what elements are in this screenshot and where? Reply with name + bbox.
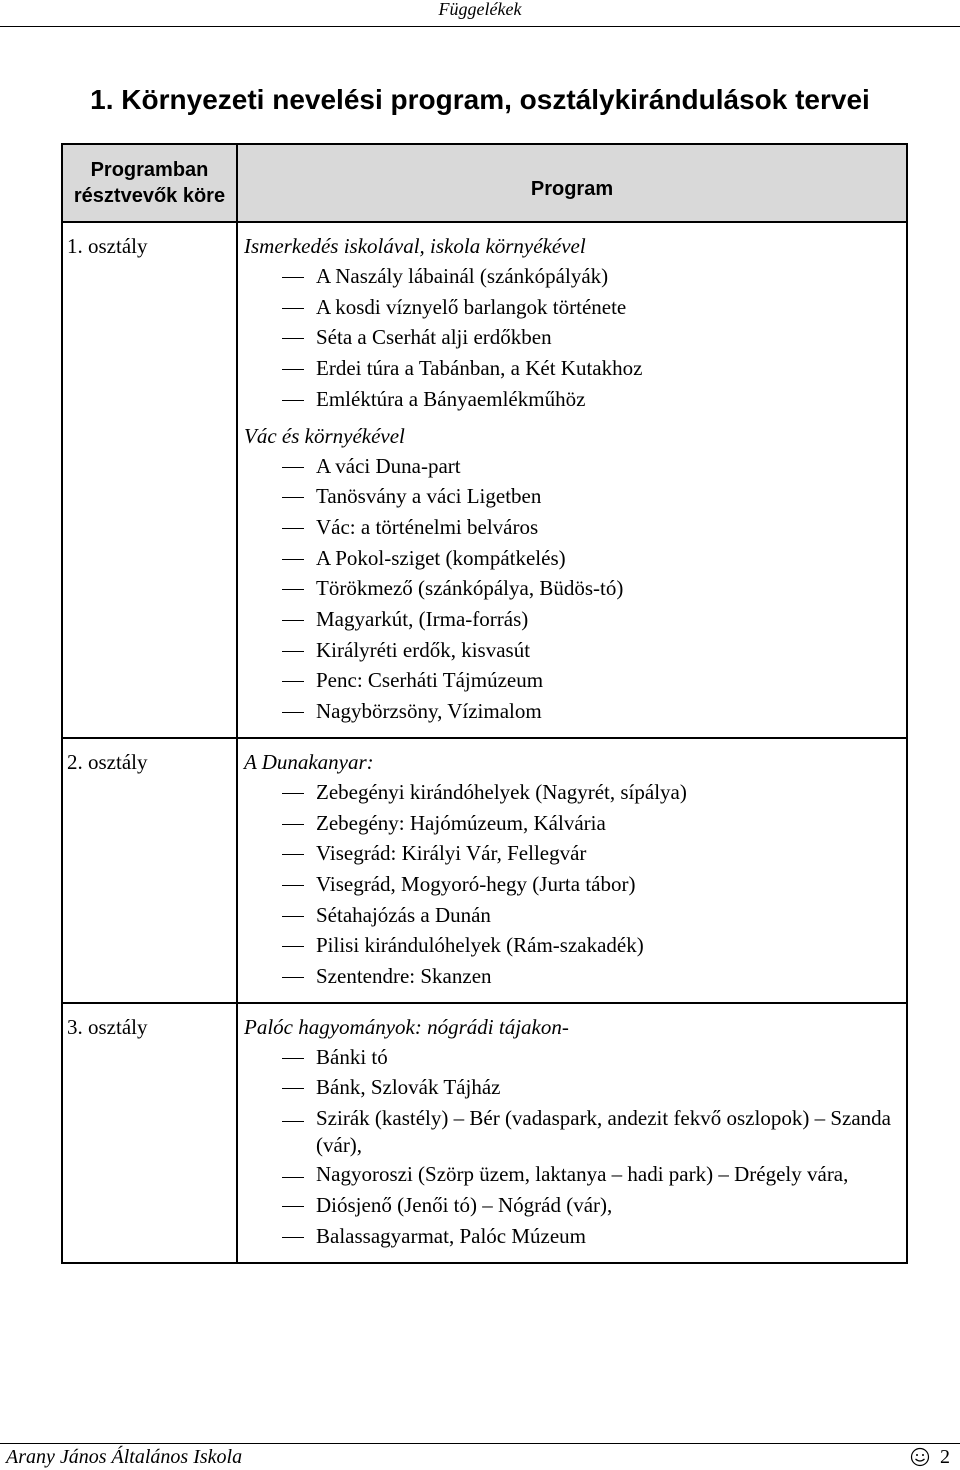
list-item: Visegrád, Mogyoró-hegy (Jurta tábor): [244, 869, 900, 900]
section-title: Ismerkedés iskolával, iskola környékével: [244, 234, 586, 258]
program-list: [244, 261, 900, 415]
table-body: [62, 222, 907, 1263]
list-item: Bánk, Szlovák Tájház: [244, 1072, 900, 1103]
program-cell: [237, 222, 907, 738]
list-item: A kosdi víznyelő barlangok története: [244, 292, 900, 323]
page-title: 1. Környezeti nevelési program, osztálykirándulások tervei: [90, 84, 870, 115]
section-title: A Dunakanyar:: [244, 749, 374, 774]
page-number: 2: [940, 1446, 950, 1468]
section-title: Palóc hagyományok: nógrádi tájakon-: [244, 1014, 569, 1039]
list-item: Zebegényi kirándóhelyek (Nagyrét, sípálya): [244, 777, 900, 808]
header-divider: [0, 26, 960, 27]
list-item: A váci Duna-part: [244, 451, 900, 482]
list-item: Magyarkút, (Irma-forrás): [244, 604, 900, 635]
program-table: [61, 143, 908, 1264]
footer-school-name: Arany János Általános Iskola: [6, 1446, 243, 1468]
list-item: A Pokol-sziget (kompátkelés): [244, 543, 900, 574]
list-item: Pilisi kirándulóhelyek (Rám-szakadék): [244, 930, 900, 961]
list-item: Zebegény: Hajómúzeum, Kálvária: [244, 808, 900, 839]
list-item: Királyréti erdők, kisvasút: [244, 635, 900, 666]
smiley-icon: [908, 1447, 932, 1467]
list-item: Nagyoroszi (Szörp üzem, laktanya – hadi park) – Drégely vára,: [244, 1161, 900, 1188]
list-item: Séta a Cserhát alji erdőkben: [244, 322, 900, 353]
list-item: A Naszály lábainál (szánkópályák): [244, 261, 900, 292]
program-section: [244, 421, 900, 727]
footer-divider: [0, 1443, 960, 1444]
table-row: [62, 222, 907, 738]
list-item: Törökmező (szánkópálya, Büdös-tó): [244, 573, 900, 604]
grade-cell: 3. osztály: [62, 1003, 237, 1263]
program-list: [244, 451, 900, 727]
table-row: [62, 738, 907, 1003]
grade-cell: 2. osztály: [62, 738, 237, 1003]
program-cell: [237, 1003, 907, 1263]
program-cell: [237, 738, 907, 1003]
list-item: Tanösvány a váci Ligetben: [244, 481, 900, 512]
program-section: [244, 1012, 900, 1252]
list-item: Sétahajózás a Dunán: [244, 900, 900, 931]
running-header: Függelékek: [438, 0, 522, 19]
program-section: [244, 747, 900, 992]
program-list: [244, 777, 900, 992]
header-participants: Programban résztvevők köre: [62, 144, 237, 222]
list-item: Visegrád: Királyi Vár, Fellegvár: [244, 838, 900, 869]
list-item: Penc: Cserháti Tájmúzeum: [244, 665, 900, 696]
list-item: Bánki tó: [244, 1042, 900, 1073]
table-row: [62, 1003, 907, 1263]
list-item: Szirák (kastély) – Bér (vadaspark, andezit fekvő oszlopok) – Szanda (vár),: [244, 1105, 900, 1159]
list-item: Diósjenő (Jenői tó) – Nógrád (vár),: [244, 1190, 900, 1221]
program-list: [244, 1042, 900, 1252]
program-section: [244, 231, 900, 415]
list-item: Emléktúra a Bányaemlékműhöz: [244, 384, 900, 415]
list-item: Balassagyarmat, Palóc Múzeum: [244, 1221, 900, 1252]
section-title: Vác és környékével: [244, 423, 405, 448]
list-item: Nagybörzsöny, Vízimalom: [244, 696, 900, 727]
footer-page: [908, 1446, 950, 1468]
list-item: Erdei túra a Tabánban, a Két Kutakhoz: [244, 353, 900, 384]
header-program: Program: [237, 144, 907, 222]
list-item: Szentendre: Skanzen: [244, 961, 900, 992]
grade-cell: 1. osztály: [62, 222, 237, 738]
list-item: Vác: a történelmi belváros: [244, 512, 900, 543]
